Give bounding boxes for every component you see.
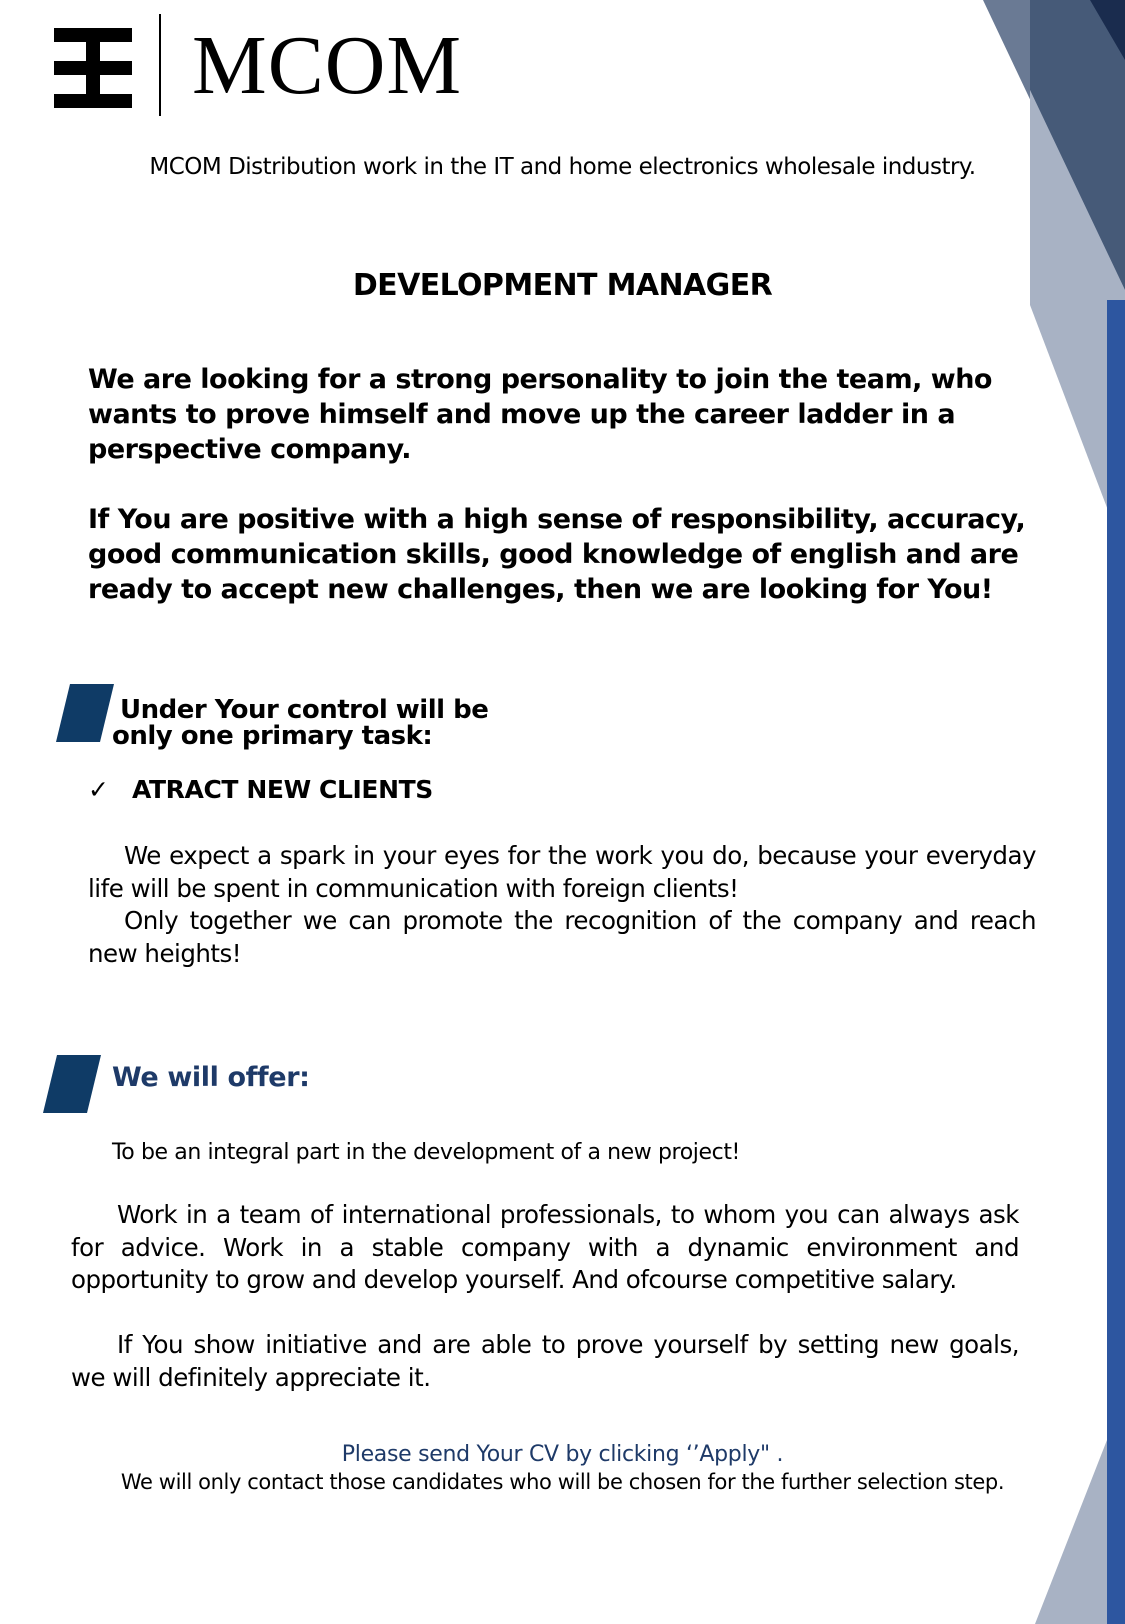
apply-instruction: Please send Your CV by clicking ‘’Apply" . [341,1442,784,1467]
primary-task [88,775,433,804]
section-heading-line-1: Under Your control will be [120,695,489,725]
deco-dark-band [1030,0,1125,290]
section-marker-icon [56,684,114,742]
offer-paragraph-2: If You show initiative and are able to prove yourself by setting new goals, we will definitely appreciate it. [71,1330,1019,1392]
intro-paragraph-1: We are looking for a strong personality to join the team, who wants to prove himself and move up the career ladder in a perspective company. [88,364,992,465]
section-heading-control [112,695,489,751]
contact-note: We will only contact those candidates who will be chosen for the further selection step. [120,1470,1005,1494]
deco-bottom-triangle [1035,1440,1107,1624]
offer-first-line: To be an integral part in the development of a new project! [112,1140,740,1165]
mcom-logo-mark-icon [54,28,132,108]
offer-paragraph-1: Work in a team of international professionals, to whom you can always ask for advice. Work in a stable company with a dynamic environment and opportunity to grow and develop yourself. And ofcourse competitive salary. [71,1200,1019,1294]
deco-blue-stripe [1107,300,1125,1624]
deco-slate-triangle [983,0,1125,300]
section-marker-icon [43,1055,101,1113]
primary-task-label: ATRACT NEW CLIENTS [132,775,433,804]
logo-wordmark: MCOM [192,19,463,112]
deco-navy-band [1090,0,1125,60]
section-heading-line-2: only one primary task: [112,721,433,751]
checkmark-icon: ✓ [88,775,109,804]
control-paragraph-1: We expect a spark in your eyes for the work you do, because your everyday life will be spent in communication with foreign clients! [88,841,1036,903]
control-paragraph-2: Only together we can promote the recognition of the company and reach new heights! [88,906,1036,968]
company-tagline: MCOM Distribution work in the IT and home electronics wholesale industry. [149,154,976,180]
section-heading-offer: We will offer: [112,1062,310,1093]
intro-paragraph-2: If You are positive with a high sense of responsibility, accuracy, good communication skills, good knowledge of english and are ready to accept new challenges, then we are looking for You! [88,504,1026,605]
logo-divider [159,14,161,116]
job-title: DEVELOPMENT MANAGER [352,268,773,303]
